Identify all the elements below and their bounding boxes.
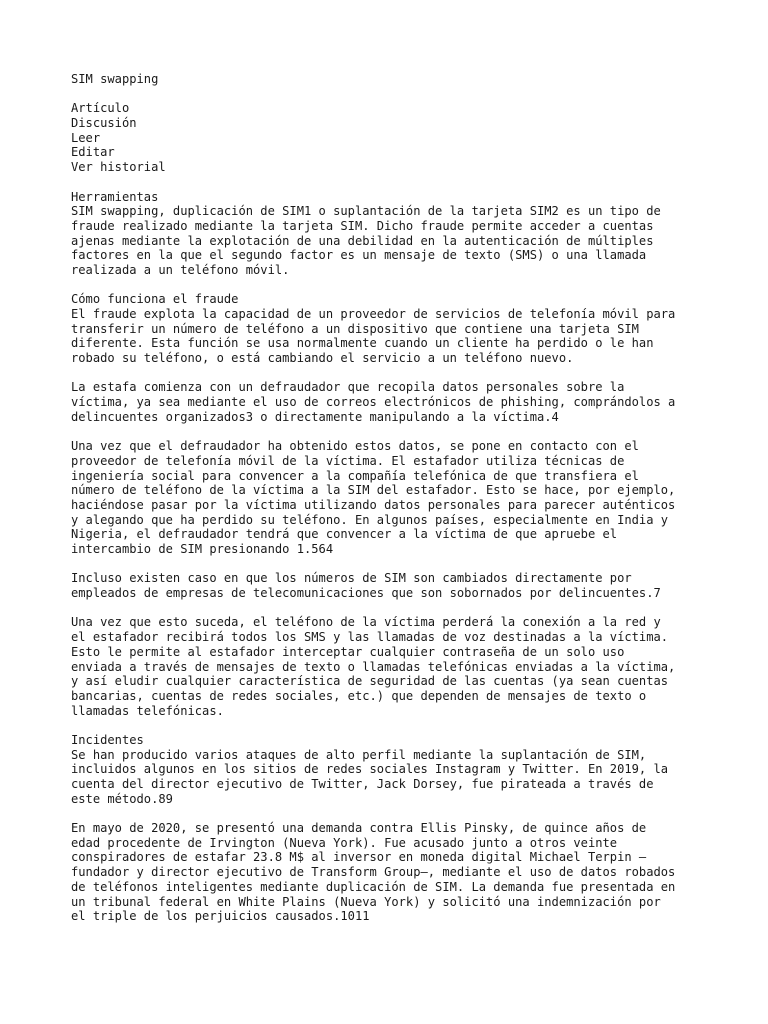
text-line: Esto le permite al estafador interceptar cualquier contraseña de un solo uso — [71, 644, 625, 659]
intro-paragraph — [71, 204, 711, 277]
text-line: diferente. Esta función se usa normalmente cuando un cliente ha perdido o le han — [71, 336, 654, 351]
text-line: bancarias, cuentas de redes sociales, etc.) que dependen de mensajes de texto o — [71, 688, 647, 703]
spacer — [71, 557, 711, 572]
text-line: enviada a través de mensajes de texto o llamadas telefónicas enviadas a la víctima, — [71, 659, 676, 674]
text-line: número de teléfono de la víctima a la SIM del estafador. Esto se hace, por ejemplo, — [71, 483, 676, 498]
spacer — [71, 175, 711, 190]
text-line: y así eludir cualquier característica de seguridad de las cuentas (ya sean cuentas — [71, 674, 669, 689]
text-line: de teléfonos inteligentes mediante duplicación de SIM. La demanda fue presentada en — [71, 879, 676, 894]
spacer — [71, 806, 711, 821]
text-line: ajenas mediante la explotación de una debilidad en la autenticación de múltiples — [71, 233, 654, 248]
spacer — [71, 425, 711, 440]
text-line: intercambio de SIM presionando 1.564 — [71, 542, 334, 556]
text-line: este método.89 — [71, 791, 173, 806]
text-line: SIM swapping, duplicación de SIM1 o suplantación de la tarjeta SIM2 es un tipo de — [71, 204, 661, 219]
text-line: edad procedente de Irvington (Nueva York). Fue acusado junto a otros veinte — [71, 835, 618, 850]
text-line: conspiradores de estafar 23.8 M$ al inversor en moneda digital Michael Terpin — — [71, 850, 647, 865]
text-line: factores en la que el segundo factor es un mensaje de texto (SMS) o una llamada — [71, 248, 647, 263]
tools-label[interactable]: Herramientas — [71, 189, 159, 204]
text-line: transferir un número de teléfono a un dispositivo que contiene una tarjeta SIM — [71, 321, 639, 336]
text-line: Incluso existen caso en que los números de SIM son cambiados directamente por — [71, 571, 632, 586]
text-line: Se han producido varios ataques de alto perfil mediante la suplantación de SIM, — [71, 747, 647, 762]
text-line: llamadas telefónicas. — [71, 703, 224, 718]
spacer — [71, 366, 711, 381]
text-line: delincuentes organizados3 o directamente manipulando a la víctima.4 — [71, 409, 559, 424]
text-line: víctima, ya sea mediante el uso de correos electrónicos de phishing, comprándolos a — [71, 395, 676, 410]
text-line: incluidos algunos en los sitios de redes sociales Instagram y Twitter. En 2019, la — [71, 762, 669, 777]
spacer — [71, 718, 711, 733]
paragraph — [71, 380, 711, 424]
nav-discussion-link[interactable]: Discusión — [71, 116, 137, 131]
nav-read-link[interactable]: Leer — [71, 130, 101, 145]
article-nav — [71, 101, 711, 174]
text-line: el triple de los perjuicios causados.1011 — [71, 909, 370, 924]
nav-history-link[interactable]: Ver historial — [71, 160, 166, 175]
text-line: proveedor de telefonía móvil de la víctima. El estafador utiliza técnicas de — [71, 453, 625, 468]
text-line: el estafador recibirá todos los SMS y las llamadas de voz destinadas a la víctima. — [71, 630, 669, 645]
text-line: cuenta del director ejecutivo de Twitter, Jack Dorsey, fue pirateada a través de — [71, 777, 654, 791]
nav-article-link[interactable]: Artículo — [71, 101, 130, 116]
text-line: un tribunal federal en White Plains (Nueva York) y solicitó una indemnización por — [71, 894, 661, 909]
text-line: robado su teléfono, o está cambiando el servicio a un teléfono nuevo. — [71, 351, 574, 366]
paragraph — [71, 307, 711, 366]
paragraph — [71, 571, 711, 600]
text-line: Una vez que el defraudador ha obtenido estos datos, se pone en contacto con el — [71, 439, 639, 454]
section-heading-how-it-works: Cómo funciona el fraude — [71, 292, 239, 307]
text-line: y alegando que ha perdido su teléfono. En algunos países, especialmente en India y — [71, 512, 669, 527]
text-line: fundador y director ejecutivo de Transform Group—, mediante el uso de datos robados — [71, 865, 676, 880]
paragraph — [71, 615, 711, 718]
text-line: fraude realizado mediante la tarjeta SIM. Dicho fraude permite acceder a cuentas — [71, 218, 654, 233]
text-line: En mayo de 2020, se presentó una demanda contra Ellis Pinsky, de quince años de — [71, 821, 647, 836]
text-line: La estafa comienza con un defraudador que recopila datos personales sobre la — [71, 380, 625, 395]
page-title: SIM swapping — [71, 72, 159, 86]
text-line: El fraude explota la capacidad de un proveedor de servicios de telefonía móvil para — [71, 307, 676, 321]
section-heading-incidents: Incidentes — [71, 732, 144, 747]
text-line: Nigeria, el defraudador tendrá que convencer a la víctima de que apruebe el — [71, 527, 618, 542]
spacer — [71, 87, 711, 102]
text-line: empleados de empresas de telecomunicaciones que son sobornados por delincuentes.7 — [71, 586, 661, 601]
spacer — [71, 601, 711, 616]
paragraph — [71, 439, 711, 557]
paragraph — [71, 821, 711, 924]
text-line: Una vez que esto suceda, el teléfono de la víctima perderá la conexión a la red y — [71, 615, 661, 630]
article-page — [71, 72, 711, 924]
text-line: ingeniería social para convencer a la compañía telefónica de que transfiera el — [71, 468, 639, 483]
paragraph — [71, 748, 711, 807]
nav-edit-link[interactable]: Editar — [71, 145, 115, 160]
text-line: realizada a un teléfono móvil. — [71, 262, 290, 277]
spacer — [71, 278, 711, 293]
text-line: haciéndose pasar por la víctima utilizando datos personales para parecer auténticos — [71, 497, 676, 512]
